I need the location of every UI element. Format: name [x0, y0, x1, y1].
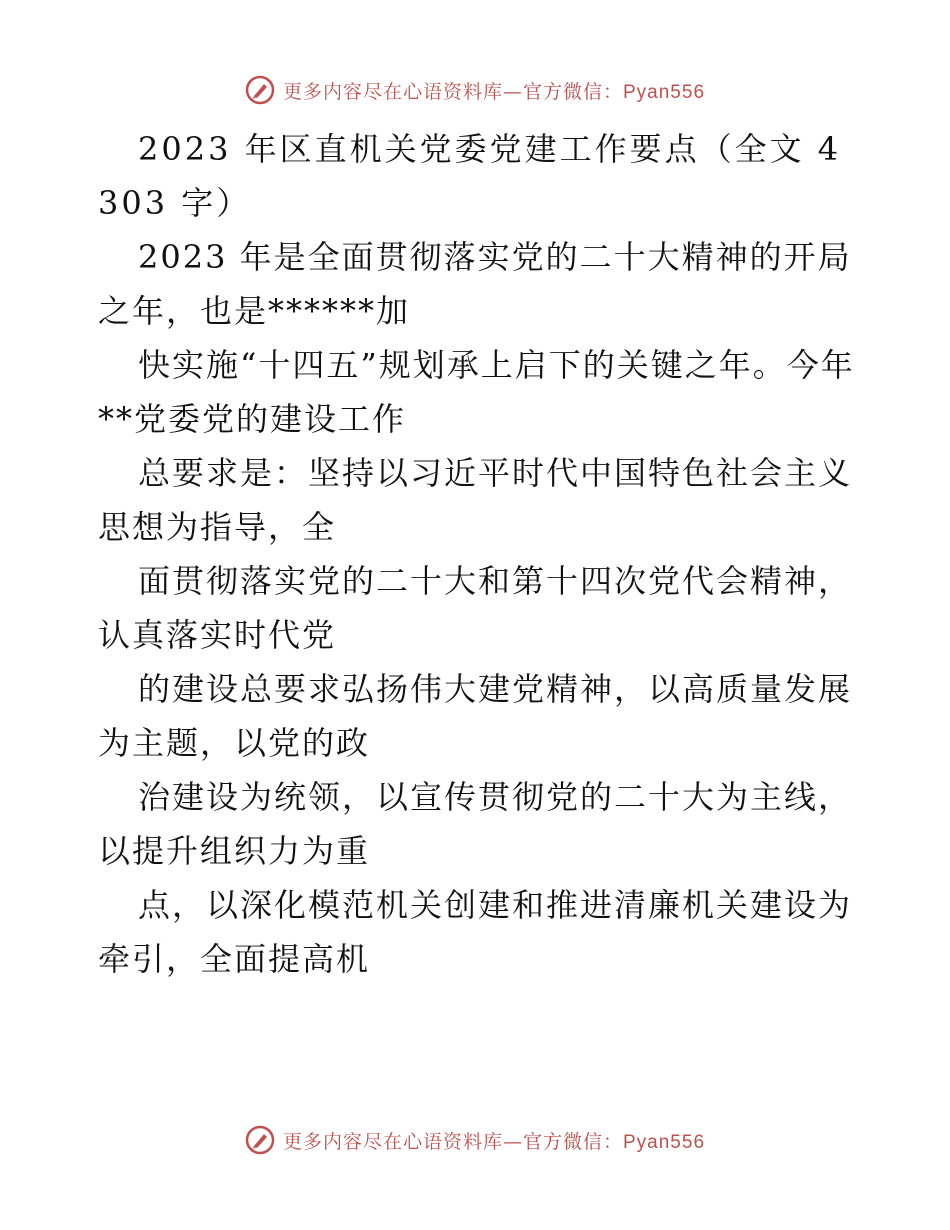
watermark-text [283, 77, 705, 104]
watermark-wechat-id: Pyan556 [623, 81, 706, 103]
watermark-site-text: 更多内容尽在心语资料库 [282, 80, 503, 103]
watermark-wechat-id: Pyan556 [623, 1131, 706, 1153]
watermark-separator: — [502, 1130, 523, 1153]
watermark-site-text: 更多内容尽在心语资料库 [282, 1130, 503, 1153]
body-paragraph: 点，以深化模范机关创建和推进清廉机关建设为牵引，全面提高机 [98, 886, 853, 978]
document-body [98, 122, 858, 986]
watermark-official-label: 官方微信： [522, 80, 623, 103]
body-paragraph: 总要求是：坚持以习近平时代中国特色社会主义思想为指导，全 [98, 454, 853, 546]
body-paragraph: 面贯彻落实党的二十大和第十四次党代会精神，认真落实时代党 [98, 562, 853, 654]
body-paragraph: 的建设总要求弘扬伟大建党精神，以高质量发展为主题，以党的政 [98, 670, 853, 762]
header-watermark-banner [0, 70, 950, 110]
pen-nib-logo-icon [245, 75, 275, 105]
watermark-text [283, 1127, 705, 1154]
body-paragraph: 快实施“十四五”规划承上启下的关键之年。今年**党委党的建设工作 [98, 346, 855, 438]
footer-watermark-banner [0, 1120, 950, 1160]
body-paragraph: 2023 年是全面贯彻落实党的二十大精神的开局之年，也是******加 [98, 238, 852, 330]
watermark-official-label: 官方微信： [522, 1130, 623, 1153]
watermark-separator: — [502, 80, 523, 103]
pen-nib-logo-icon [245, 1125, 275, 1155]
document-title: 2023 年区直机关党委党建工作要点（全文 4303 字） [98, 130, 842, 222]
body-paragraph: 治建设为统领，以宣传贯彻党的二十大为主线，以提升组织力为重 [98, 778, 853, 870]
